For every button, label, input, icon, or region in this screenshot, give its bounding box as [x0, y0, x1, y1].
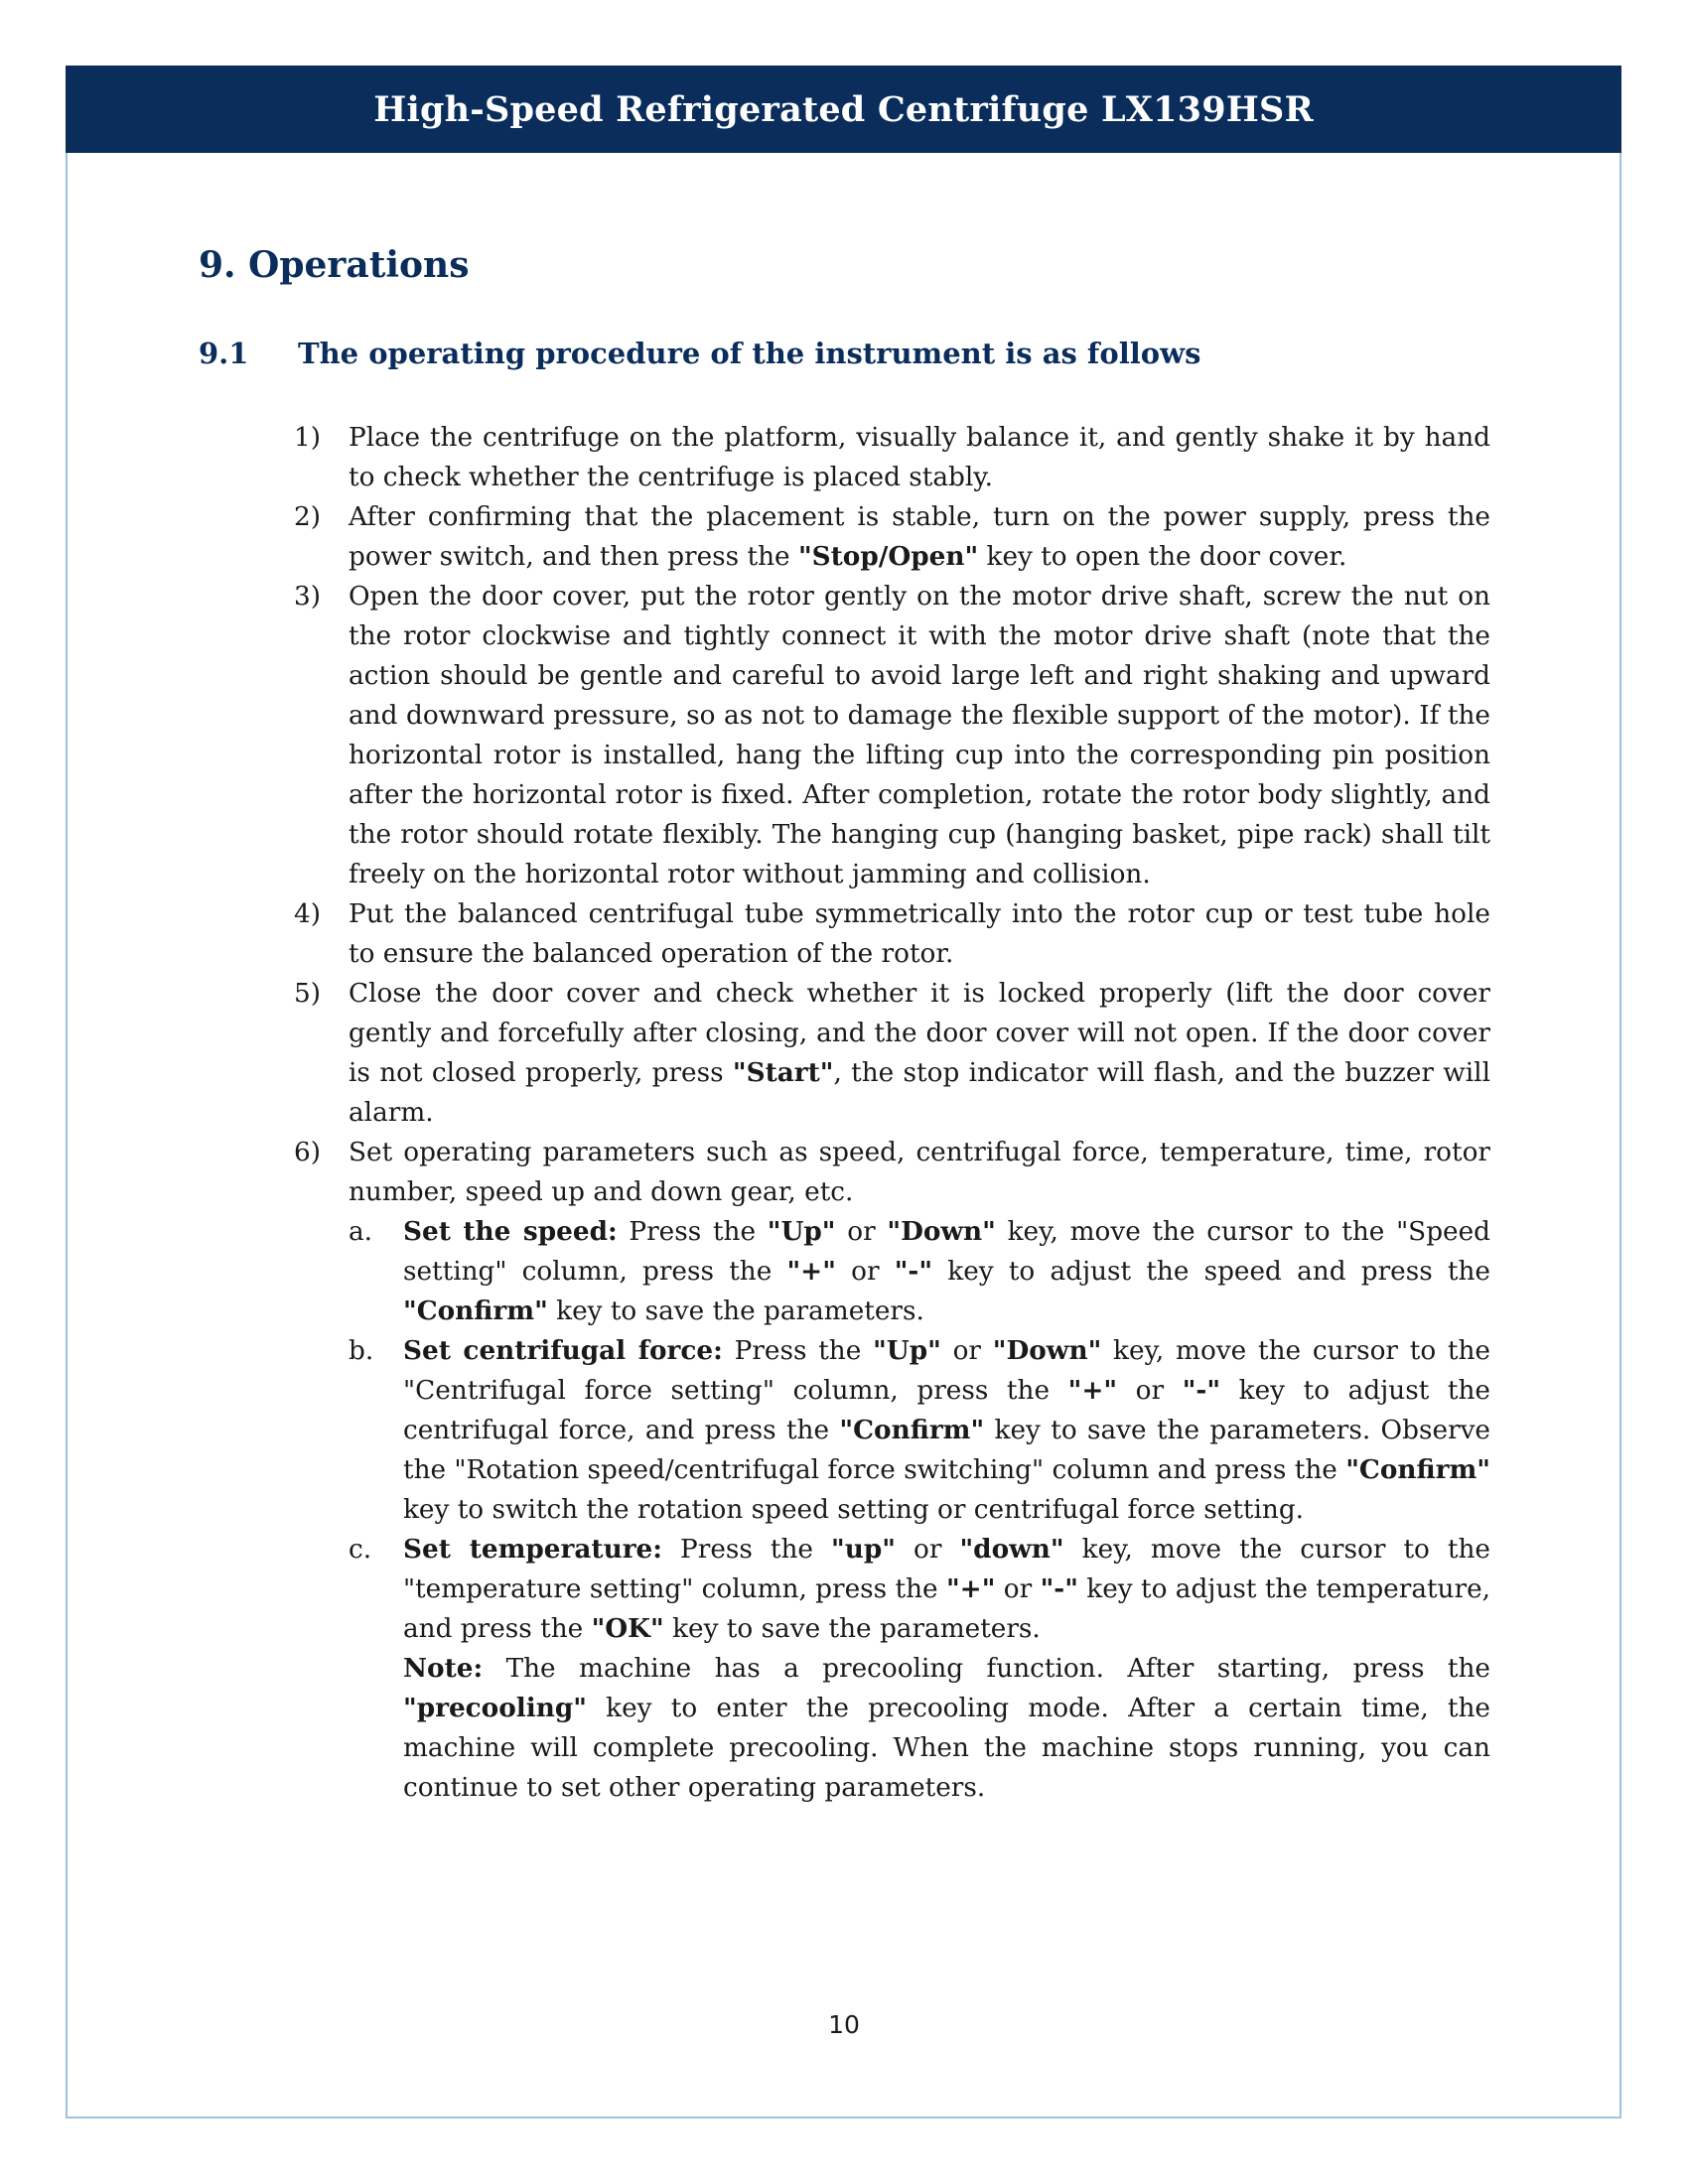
list-marker: 1): [294, 423, 321, 453]
step-text: key to open the door cover.: [978, 542, 1347, 572]
subsection-title: The operating procedure of the instrument is as follows: [298, 337, 1201, 370]
key-name: "+": [945, 1573, 996, 1604]
key-name: "Stop/Open": [797, 541, 979, 572]
key-name: "Confirm": [1345, 1454, 1490, 1485]
step-text: Open the door cover, put the rotor gently on the motor drive shaft, screw the nut on the rotor clockwise and tightly connect it with the motor drive shaft (note that the action should be gentle and careful to avoid large left and right shaking and upward and downward pressure, so as not to damage the flexible support of the motor). If the horizontal rotor is installed, hang the lifting cup into the corresponding pin position after the horizontal rotor is fixed. After completion, rotate the rotor body slightly, and the rotor should rotate flexibly. The hanging cup (hanging basket, pipe rack) shall tilt freely on the horizontal rotor without jamming and collision.: [349, 582, 1490, 889]
sub-text: Press the: [617, 1217, 768, 1247]
sub-text: Press the: [722, 1336, 874, 1366]
key-name: "Down": [887, 1216, 996, 1247]
key-name: "Up": [873, 1335, 941, 1366]
sub-text: key to save the parameters.: [547, 1297, 924, 1326]
sub-text: or: [1117, 1376, 1183, 1406]
list-item: [294, 1133, 1490, 1212]
page-number: 10: [828, 2010, 860, 2039]
list-item: [294, 418, 1490, 497]
step-text: Set operating parameters such as speed, centrifugal force, temperature, time, rotor number, speed up and down gear, etc.: [349, 1138, 1490, 1207]
sub-text: key, move the cursor to the "Centrifugal force setting" column, press the: [403, 1336, 1490, 1406]
sub-item-temperature: [349, 1530, 1490, 1649]
step-text: After confirming that the placement is stable, turn on the power supply, press the power switch, and then press the: [349, 502, 1490, 572]
step-text: , the stop indicator will flash, and the buzzer will alarm.: [349, 1058, 1490, 1128]
list-marker: 3): [294, 582, 321, 612]
list-marker: 2): [294, 502, 321, 532]
list-marker: 5): [294, 979, 321, 1009]
key-name: "Confirm": [403, 1296, 548, 1326]
sub-text: or: [835, 1257, 895, 1287]
sub-label: Set temperature:: [403, 1534, 662, 1565]
sub-marker: a.: [349, 1217, 373, 1247]
key-name: "-": [1182, 1375, 1221, 1406]
list-item: [294, 894, 1490, 974]
step-text: Close the door cover and check whether it is locked properly (lift the door cover gently and forcefully after closing, and the door cover will not open. If the door cover is not closed properly, press: [349, 979, 1490, 1088]
sub-marker: b.: [349, 1336, 374, 1366]
sub-text: key to save the parameters. Observe the "Rotation speed/centrifugal force switching" column and press the: [403, 1416, 1490, 1485]
document-title: High-Speed Refrigerated Centrifuge LX139HSR: [373, 88, 1314, 130]
sub-text: key, move the cursor to the "temperature setting" column, press the: [403, 1535, 1490, 1604]
sub-text: key to adjust the temperature, and press the: [403, 1574, 1490, 1644]
step-text: Place the centrifuge on the platform, visually balance it, and gently shake it by hand to check whether the centrifuge is placed stably.: [349, 423, 1490, 492]
note-label: Note:: [403, 1653, 484, 1684]
subsection-heading: [199, 337, 1200, 370]
sub-text: key to adjust the speed and press the: [932, 1257, 1490, 1287]
section-title: Operations: [248, 244, 470, 286]
list-item: [294, 577, 1490, 894]
sub-text: or: [940, 1336, 993, 1366]
procedure-list: [294, 418, 1490, 1808]
key-name: "precooling": [403, 1693, 587, 1723]
sub-item-speed: [349, 1212, 1490, 1331]
key-name: "Up": [767, 1216, 836, 1247]
sub-text: key to save the parameters.: [663, 1614, 1041, 1644]
note-text: The machine has a precooling function. After starting, press the: [483, 1654, 1490, 1684]
sub-marker: c.: [349, 1535, 372, 1565]
step-text: Put the balanced centrifugal tube symmetrically into the rotor cup or test tube hole to ensure the balanced operation of the rotor.: [349, 899, 1490, 969]
subsection-number: 9.1: [199, 337, 249, 370]
list-marker: 6): [294, 1138, 321, 1167]
sub-text: key to switch the rotation speed setting or centrifugal force setting.: [403, 1495, 1305, 1525]
sub-text: key to adjust the centrifugal force, and press the: [403, 1376, 1490, 1445]
sub-label: Set the speed:: [403, 1216, 618, 1247]
key-name: "OK": [591, 1613, 664, 1644]
list-marker: 4): [294, 899, 321, 929]
key-name: "+": [786, 1256, 836, 1287]
key-name: "Start": [732, 1057, 834, 1088]
list-item: [294, 974, 1490, 1133]
sub-item-centrifugal-force: [349, 1331, 1490, 1530]
section-number: 9.: [199, 244, 236, 286]
key-name: "up": [831, 1534, 896, 1565]
key-name: "down": [959, 1534, 1064, 1565]
key-name: "-": [894, 1256, 933, 1287]
key-name: "Down": [992, 1335, 1102, 1366]
note-text: key to enter the precooling mode. After a certain time, the machine will complete precooling. When the machine stops running, you can continue to set other operating parameters.: [403, 1694, 1490, 1803]
key-name: "+": [1067, 1375, 1118, 1406]
list-item: [294, 497, 1490, 577]
sub-text: key, move the cursor to the "Speed setting" column, press the: [403, 1217, 1490, 1287]
sub-text: Press the: [662, 1535, 832, 1565]
note-paragraph: [403, 1649, 1490, 1808]
sub-text: or: [835, 1217, 888, 1247]
sub-text: or: [895, 1535, 960, 1565]
sub-text: or: [995, 1574, 1041, 1604]
section-heading: [199, 244, 470, 286]
key-name: "Confirm": [839, 1415, 985, 1445]
header-bar: [66, 66, 1621, 153]
key-name: "-": [1040, 1573, 1078, 1604]
sub-label: Set centrifugal force:: [403, 1335, 723, 1366]
